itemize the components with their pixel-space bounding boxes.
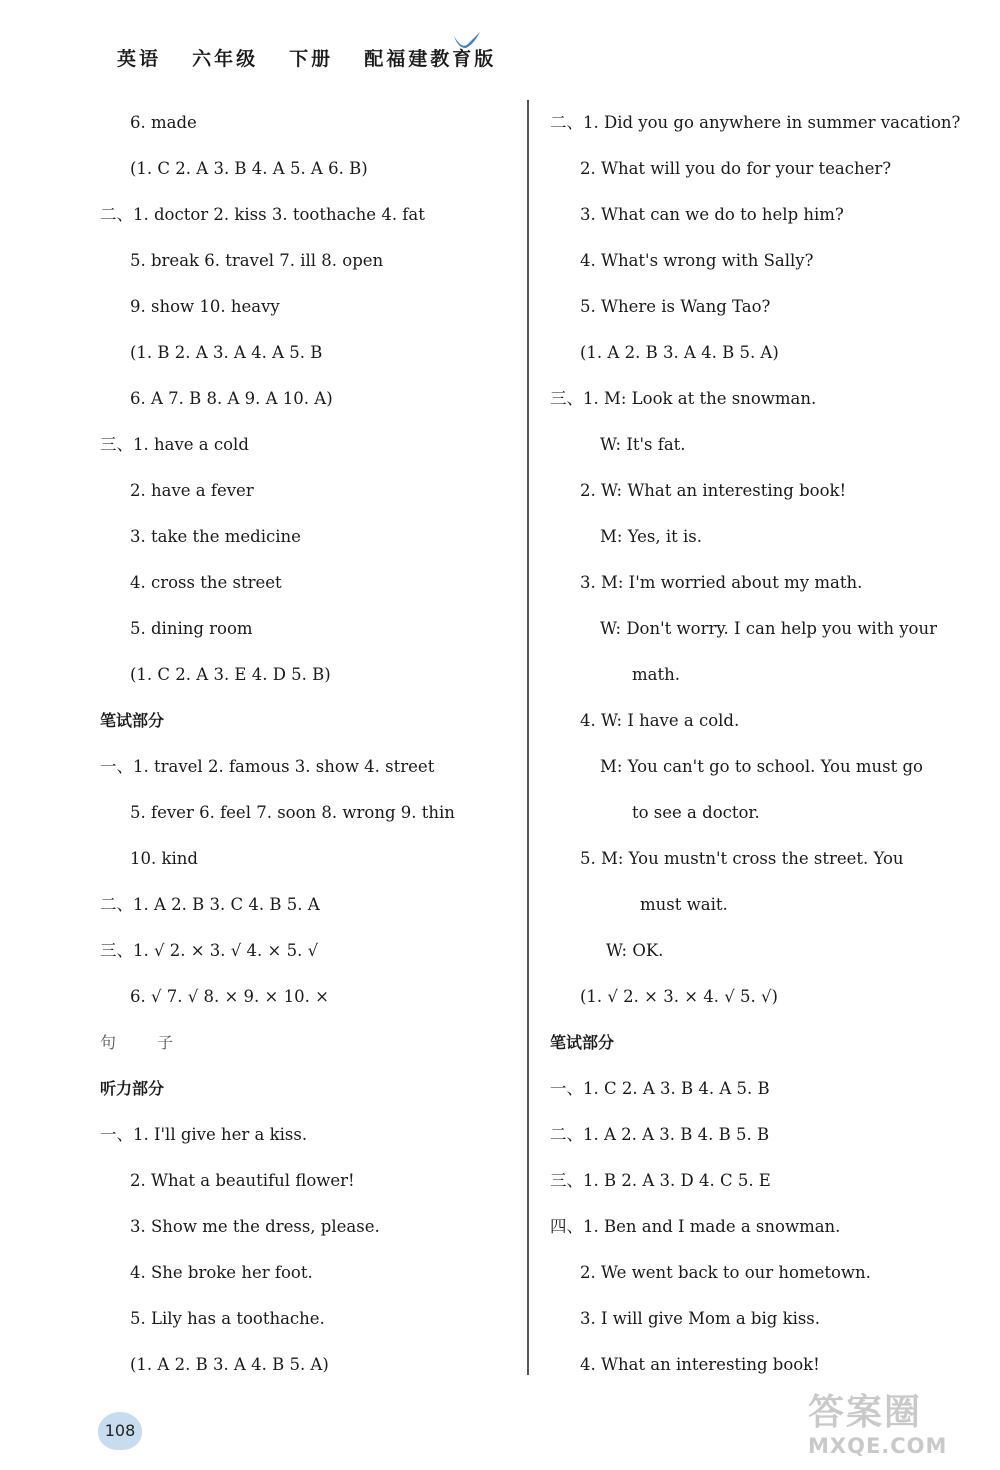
answer-line: math.	[632, 665, 680, 684]
watermark-logo	[808, 1392, 988, 1462]
bird-logo-icon	[452, 30, 482, 52]
watermark-url: MXQE.COM	[808, 1434, 948, 1458]
answer-line: (1. C 2. A 3. B 4. A 5. A 6. B)	[130, 159, 368, 178]
answer-line: 4. She broke her foot.	[130, 1263, 313, 1282]
answer-line: 二、1. doctor 2. kiss 3. toothache 4. fat	[100, 205, 425, 224]
answer-line: W: It's fat.	[600, 435, 686, 454]
answer-line: 一、1. C 2. A 3. B 4. A 5. B	[550, 1079, 770, 1098]
answer-line: 5. Where is Wang Tao?	[580, 297, 771, 316]
left-column	[100, 100, 520, 1388]
answer-line: (1. A 2. B 3. A 4. B 5. A)	[130, 1355, 329, 1374]
answer-line: 三、1. B 2. A 3. D 4. C 5. E	[550, 1171, 771, 1190]
answer-line: 6. √ 7. √ 8. × 9. × 10. ×	[130, 987, 329, 1006]
answer-line: 4. W: I have a cold.	[580, 711, 740, 730]
answer-line: 6. made	[130, 113, 197, 132]
answer-line: 2. W: What an interesting book!	[580, 481, 847, 500]
answer-line: 5. fever 6. feel 7. soon 8. wrong 9. thin	[130, 803, 455, 822]
answer-line: 2. We went back to our hometown.	[580, 1263, 871, 1282]
answer-line: 2. have a fever	[130, 481, 254, 500]
right-column	[550, 100, 970, 1388]
answer-line: to see a doctor.	[632, 803, 760, 822]
answer-line: 3. I will give Mom a big kiss.	[580, 1309, 821, 1328]
header-subject: 英语	[117, 48, 162, 70]
header-grade: 六年级	[192, 48, 259, 70]
answer-line: 3. take the medicine	[130, 527, 301, 546]
answer-line: 2. What a beautiful flower!	[130, 1171, 355, 1190]
page-number-badge	[98, 1412, 142, 1450]
answer-line: (1. A 2. B 3. A 4. B 5. A)	[580, 343, 779, 362]
answer-line: 3. What can we do to help him?	[580, 205, 844, 224]
answer-line: M: You can't go to school. You must go	[600, 757, 923, 776]
column-divider	[527, 100, 529, 1375]
answer-line: 4. cross the street	[130, 573, 282, 592]
answer-line: 10. kind	[130, 849, 198, 868]
answer-line: 5. dining room	[130, 619, 253, 638]
answer-line: 6. A 7. B 8. A 9. A 10. A)	[130, 389, 333, 408]
answer-line: 5. break 6. travel 7. ill 8. open	[130, 251, 384, 270]
answer-line: 三、1. √ 2. × 3. √ 4. × 5. √	[100, 941, 319, 960]
answer-line: 二、1. A 2. A 3. B 4. B 5. B	[550, 1125, 770, 1144]
answer-line: 四、1. Ben and I made a snowman.	[550, 1217, 841, 1236]
answer-line: 二、1. Did you go anywhere in summer vacation?	[550, 113, 961, 132]
section-heading: 句 子	[100, 1033, 192, 1052]
answer-line: (1. √ 2. × 3. × 4. √ 5. √)	[580, 987, 778, 1006]
answer-line: W: Don't worry. I can help you with your	[600, 619, 937, 638]
page-number: 108	[104, 1421, 136, 1440]
header-volume: 下册	[289, 48, 334, 70]
answer-line: 二、1. A 2. B 3. C 4. B 5. A	[100, 895, 320, 914]
answer-line: M: Yes, it is.	[600, 527, 703, 546]
answer-line: 一、1. travel 2. famous 3. show 4. street	[100, 757, 435, 776]
answer-line: must wait.	[640, 895, 728, 914]
header-edition: 配福建教育版	[364, 48, 497, 70]
section-heading: 笔试部分	[100, 711, 165, 730]
section-heading: 听力部分	[100, 1079, 165, 1098]
answer-line: 5. M: You mustn't cross the street. You	[580, 849, 904, 868]
answer-line: 2. What will you do for your teacher?	[580, 159, 892, 178]
answer-line: 3. Show me the dress, please.	[130, 1217, 380, 1236]
answer-line: 3. M: I'm worried about my math.	[580, 573, 863, 592]
answer-line: 4. What an interesting book!	[580, 1355, 820, 1374]
answer-line: 三、1. M: Look at the snowman.	[550, 389, 817, 408]
answer-line: 三、1. have a cold	[100, 435, 249, 454]
answer-line: (1. B 2. A 3. A 4. A 5. B	[130, 343, 323, 362]
watermark-title: 答案圈	[808, 1392, 923, 1433]
answer-line: 9. show 10. heavy	[130, 297, 280, 316]
answer-line: (1. C 2. A 3. E 4. D 5. B)	[130, 665, 331, 684]
answer-line: 4. What's wrong with Sally?	[580, 251, 814, 270]
section-heading: 笔试部分	[550, 1033, 615, 1052]
answer-line: 一、1. I'll give her a kiss.	[100, 1125, 308, 1144]
answer-line: 5. Lily has a toothache.	[130, 1309, 325, 1328]
answer-line: W: OK.	[606, 941, 664, 960]
